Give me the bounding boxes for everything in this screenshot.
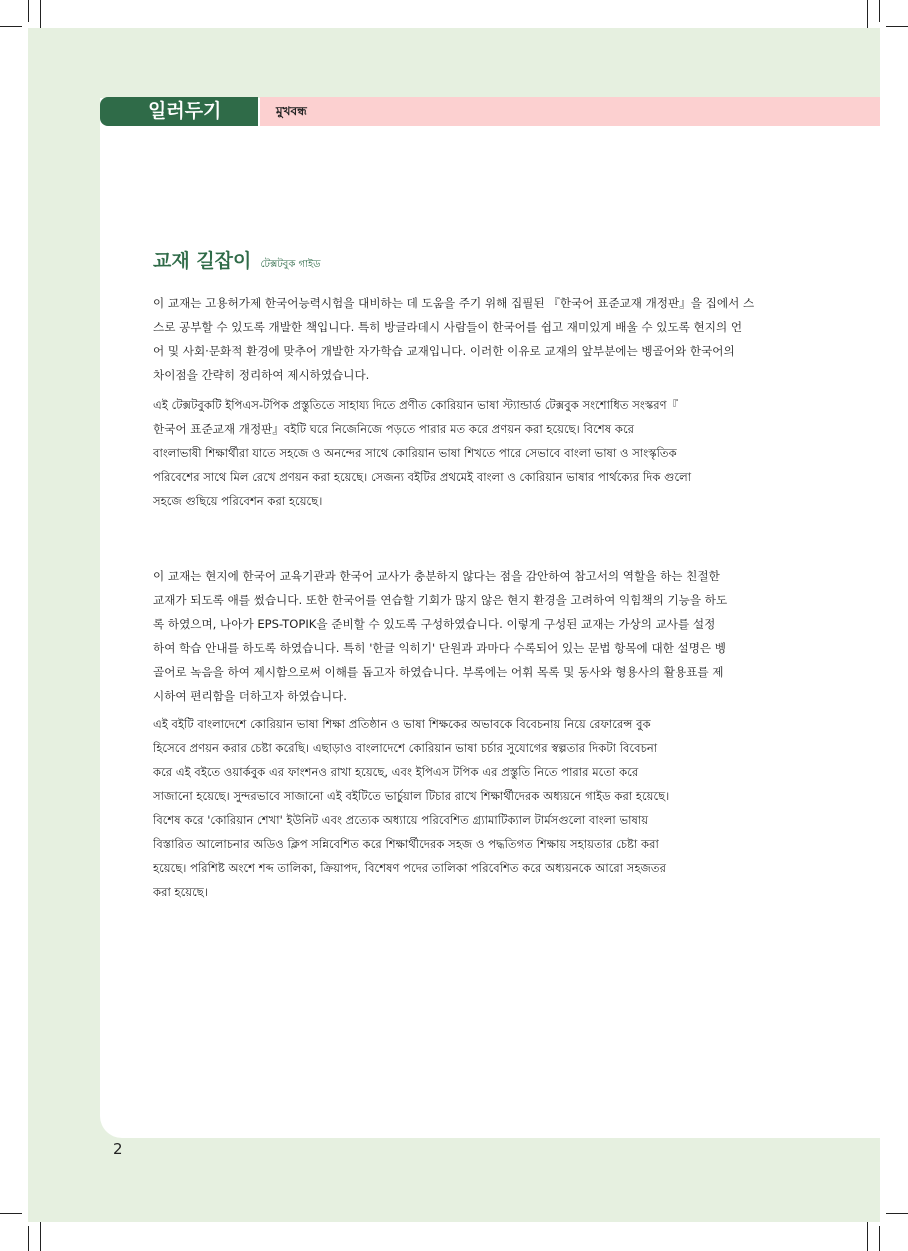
crop-mark xyxy=(40,0,41,28)
crop-mark xyxy=(867,1222,868,1251)
crop-mark xyxy=(28,1226,29,1251)
crop-mark xyxy=(28,0,29,22)
page-number: 2 xyxy=(113,1140,123,1158)
header-bar xyxy=(100,97,880,126)
text-line: বিস্তারিত আলোচনার অডিও ক্লিপ সন্নিবেশিত করে শিক্ষার্থীদেরক সহজ ও পদ্ধতিগত শিক্ষায় সহায়তার চেষ্টা করা xyxy=(153,837,659,851)
paragraph-bengali-2 xyxy=(153,712,757,904)
text-line: বাংলাভাষী শিক্ষার্থীরা যাতে সহজে ও অনন্দের সাথে কোরিয়ান ভাষা শিখতে পারে সেভাবে বাংলা ভাষা ও সাংস্কৃতিক xyxy=(153,446,677,460)
header-stripe xyxy=(260,97,880,126)
text-line: এই বইটি বাংলাদেশে কোরিয়ান ভাষা শিক্ষা প্রতিষ্ঠান ও ভাষা শিক্ষকের অভাবকে বিবেচনায় নিয়ে রেফারেন্স বুক xyxy=(153,717,651,731)
text-line: 차이점을 간략히 정리하여 제시하였습니다. xyxy=(153,368,370,382)
crop-mark xyxy=(40,1222,41,1251)
text-line: 교재가 되도록 애를 썼습니다. 또한 한국어를 연습할 기회가 많지 않은 현지 환경을 고려하여 익힘책의 기능을 하도 xyxy=(153,593,728,607)
crop-mark xyxy=(867,0,868,28)
text-line: সাজানো হয়েছে। সুন্দরভাবে সাজানো এই বইটিতে ভার্চুয়াল টিচার রাখে শিক্ষার্থীদেরক অধ্যয়নে গাইড করা হয়েছে। xyxy=(153,789,670,803)
header-subtitle: মুখবন্ধ xyxy=(276,104,307,118)
paragraph-korean-1 xyxy=(153,291,757,387)
text-line: 어 및 사회·문화적 환경에 맞추어 개발한 자가학습 교재입니다. 이러한 이유로 교재의 앞부분에는 벵골어와 한국어의 xyxy=(153,344,735,358)
text-line: করে এই বইতে ওয়ার্কবুক এর ফাংশনও রাখা হয়েছে, এবং ইপিএস টপিক এর প্রস্তুতি নিতে পারার মতো করে xyxy=(153,765,639,779)
text-line: হয়েছে। পরিশিষ্ট অংশে শব্দ তালিকা, ক্রিয়াপদ, বিশেষণ পদের তালিকা পরিবেশিত করে অধ্যয়নকে আরো সহজতর xyxy=(153,861,666,875)
text-line: সহজে গুছিয়ে পরিবেশন করা হয়েছে। xyxy=(153,494,323,508)
text-line: বিশেষ করে 'কোরিয়ান শেখা' ইউনিট এবং প্রত্যেক অধ্যায়ে পরিবেশিত গ্র্যামাটিক্যাল টার্মসগুলো বাংলা ভাষায় xyxy=(153,813,649,827)
section-subtitle: টেক্সটবুক গাইড xyxy=(260,259,321,270)
text-line: করা হয়েছে। xyxy=(153,885,208,899)
crop-mark xyxy=(0,1213,22,1214)
paragraph-bengali-1 xyxy=(153,393,757,513)
text-line: 한국어 표준교재 개정판』বইটি ঘরে নিজেনিজে পড়তে পারার মত করে প্রণয়ন করা হয়েছে। বিশেষ করে xyxy=(153,422,634,436)
text-line: 하여 학습 안내를 하도록 하였습니다. 특히 '한글 익히기' 단원과 과마다 수록되어 있는 문법 항목에 대한 설명은 벵 xyxy=(153,641,727,655)
text-line: পরিবেশের সাথে মিল রেখে প্রণয়ন করা হয়েছে। সেজন্য বইটির প্রথমেই বাংলা ও কোরিয়ান ভাষার পার্থক্যের দিক গুলো xyxy=(153,470,692,484)
header-title: 일러두기 xyxy=(100,97,258,126)
text-line: 이 교재는 고용허가제 한국어능력시험을 대비하는 데 도움을 주기 위해 집필된 『한국어 표준교재 개정판』을 집에서 스 xyxy=(153,296,755,310)
text-line: 스로 공부할 수 있도록 개발한 책입니다. 특히 방글라데시 사람들이 한국어를 쉽고 재미있게 배울 수 있도록 현지의 언 xyxy=(153,320,743,334)
text-line: 시하여 편리함을 더하고자 하였습니다. xyxy=(153,689,347,703)
text-line: 골어로 녹음을 하여 제시함으로써 이해를 돕고자 하였습니다. 부록에는 어휘 목록 및 동사와 형용사의 활용표를 제 xyxy=(153,665,724,679)
crop-mark xyxy=(886,1213,908,1214)
section-heading xyxy=(153,246,321,274)
crop-mark xyxy=(886,26,908,27)
section-title: 교재 길잡이 xyxy=(153,250,252,272)
crop-mark xyxy=(879,1226,880,1251)
crop-mark xyxy=(0,26,22,27)
paragraph-korean-2 xyxy=(153,564,757,708)
text-line: 이 교재는 현지에 한국어 교육기관과 한국어 교사가 충분하지 않다는 점을 감안하여 참고서의 역할을 하는 친절한 xyxy=(153,569,720,583)
text-line: হিসেবে প্রণয়ন করার চেষ্টা করেছি। এছাড়াও বাংলাদেশে কোরিয়ান ভাষা চর্চার সুযোগের স্বল্পতার দিকটা বিবেচনা xyxy=(153,741,658,755)
crop-mark xyxy=(879,0,880,22)
text-line: 록 하였으며, 나아가 EPS-TOPIK을 준비할 수 있도록 구성하였습니다. 이렇게 구성된 교재는 가상의 교사를 설정 xyxy=(153,617,716,631)
text-line: এই টেক্সটবুকটি ইপিএস-টপিক প্রস্তুতিতে সাহায্য দিতে প্রণীত কোরিয়ান ভাষা স্ট্যান্ডার্ড টেক্সবুক সংশোধিত সংস্করণ『 xyxy=(153,398,679,412)
